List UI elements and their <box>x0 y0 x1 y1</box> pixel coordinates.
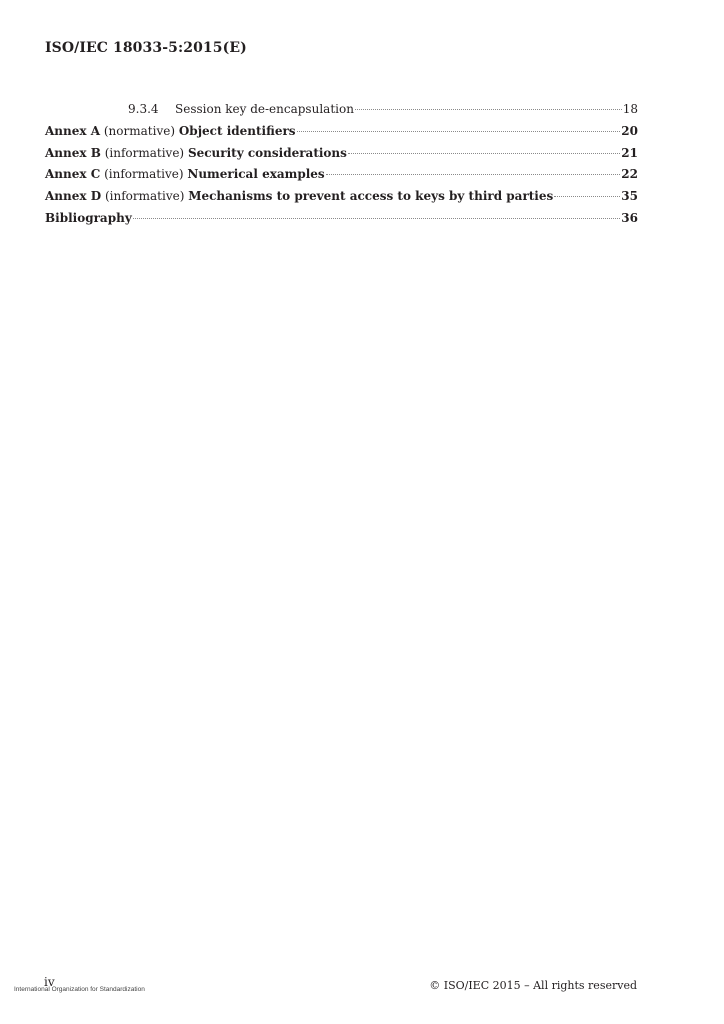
toc-entry-page: 21 <box>621 145 638 160</box>
toc-entry-9-3-4[interactable] <box>45 99 638 121</box>
document-header: ISO/IEC 18033-5:2015(E) <box>45 40 247 56</box>
toc-annex-qualifier: (informative) <box>104 189 185 204</box>
toc-annex-label: Annex C <box>45 167 101 182</box>
footer-copyright: © ISO/IEC 2015 – All rights reserved <box>429 979 637 992</box>
toc-entry-page: 22 <box>621 167 638 182</box>
toc-annex-qualifier: (informative) <box>104 167 184 182</box>
toc-entry-page: 35 <box>621 189 638 204</box>
toc-leader-dots <box>297 131 621 132</box>
toc-entry-number: 9.3.4 <box>128 102 159 116</box>
toc-entry-page: 18 <box>622 102 638 116</box>
toc-leader-dots <box>355 109 622 110</box>
toc-entry-title: Object identifiers <box>178 123 296 138</box>
toc-leader-dots <box>348 153 620 154</box>
toc-entry-annex-d[interactable] <box>45 186 638 208</box>
toc-annex-qualifier: (normative) <box>103 123 176 138</box>
footer-page-number: iv <box>44 975 55 989</box>
toc-leader-dots <box>326 174 621 175</box>
toc-entry-title: Bibliography <box>45 210 132 225</box>
toc-annex-label: Annex B <box>45 145 101 160</box>
toc-entry-annex-c[interactable] <box>45 164 638 186</box>
toc-entry-annex-b[interactable] <box>45 143 638 165</box>
toc-entry-title: Mechanisms to prevent access to keys by third parties <box>188 189 554 204</box>
toc-annex-label: Annex D <box>45 189 102 204</box>
toc-leader-dots <box>133 218 621 219</box>
toc-entry-page: 36 <box>621 210 638 225</box>
toc-entry-page: 20 <box>621 123 638 138</box>
footer-organization: International Organization for Standardization <box>14 986 145 993</box>
toc-leader-dots <box>554 196 620 197</box>
toc-annex-label: Annex A <box>45 123 101 138</box>
toc-entry-title: Session key de-encapsulation <box>175 102 354 116</box>
toc-entry-annex-a[interactable] <box>45 121 638 143</box>
toc-annex-qualifier: (informative) <box>104 145 185 160</box>
toc-entry-title: Security considerations <box>187 145 347 160</box>
toc-entry-bibliography[interactable] <box>45 208 638 230</box>
toc-entry-title: Numerical examples <box>187 167 325 182</box>
table-of-contents <box>45 99 638 230</box>
